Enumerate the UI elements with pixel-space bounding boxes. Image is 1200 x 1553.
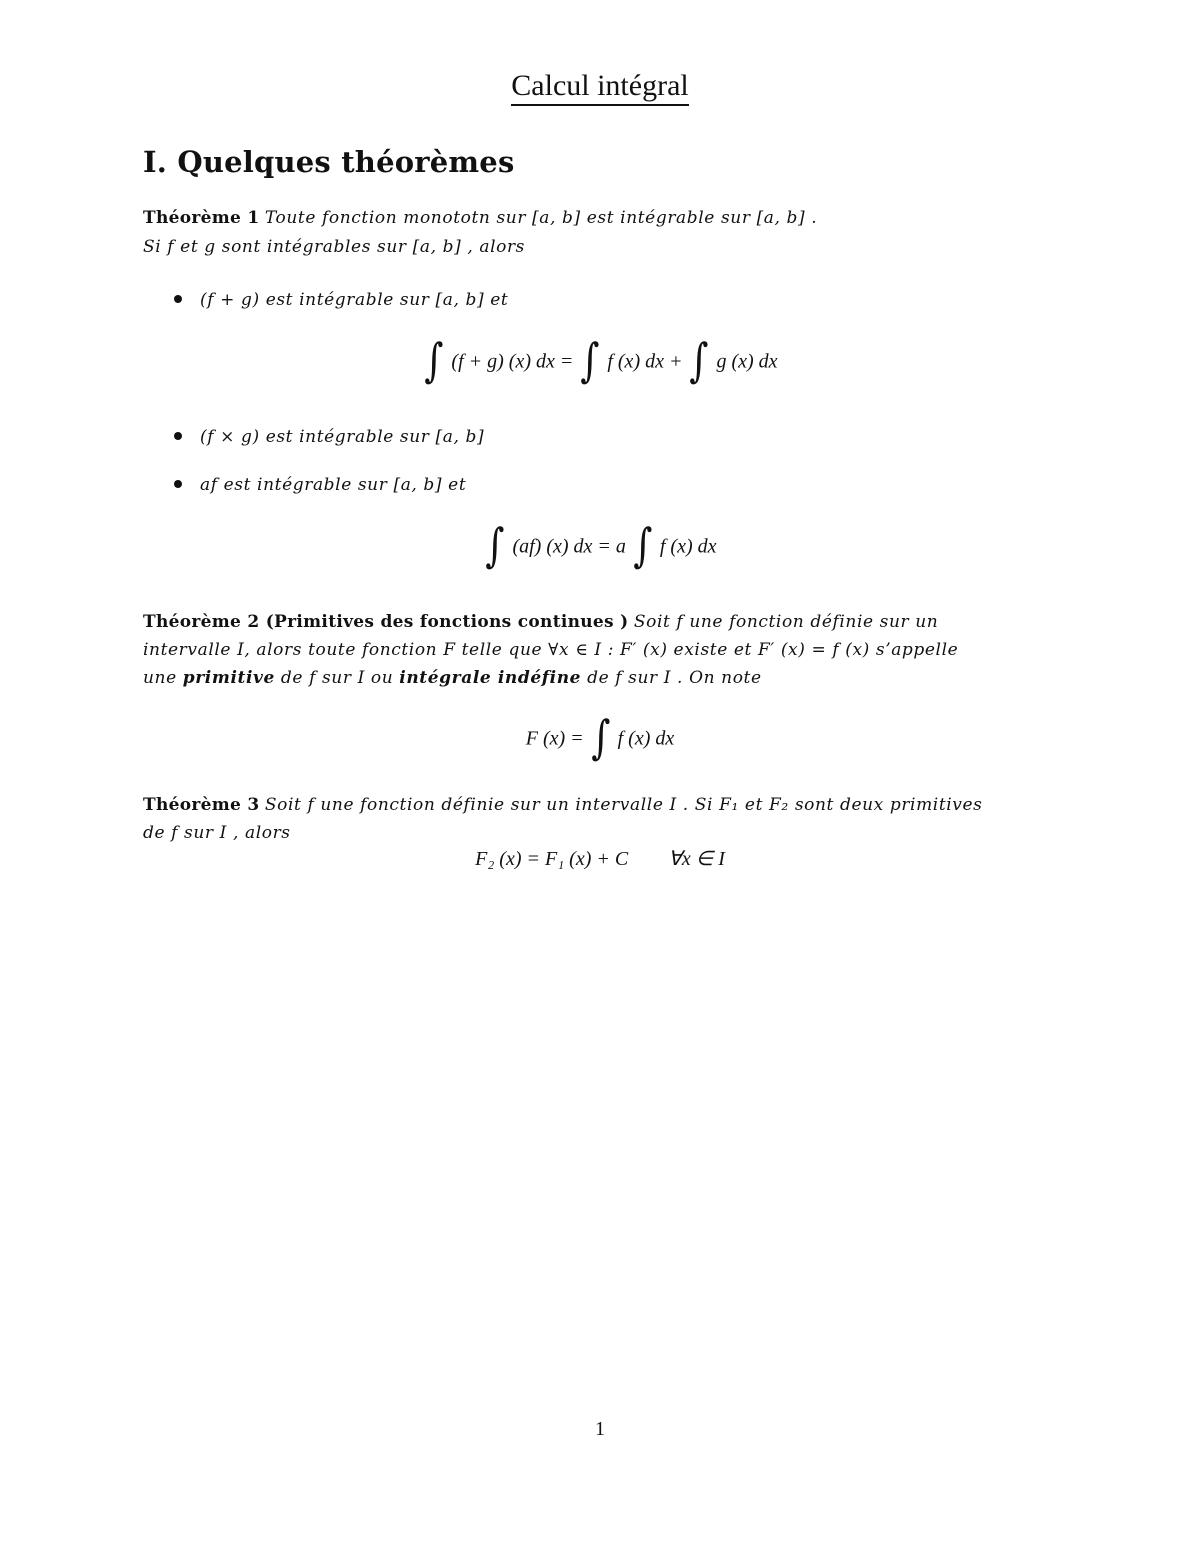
equation-scalar-integral: ∫ (af) (x) dx = a ∫ f (x) dx	[485, 518, 717, 572]
integral-icon: ∫	[424, 333, 445, 387]
integral-icon: ∫	[485, 518, 506, 572]
bullet-icon	[174, 432, 182, 440]
list-item: af est intégrable sur [a, b] et	[174, 471, 466, 499]
theorem-1-line-2: Si f et g sont intégrables sur [a, b] , alors	[143, 237, 525, 257]
integral-icon: ∫	[633, 518, 653, 572]
term-integrale-indefinie: intégrale indéfine	[399, 668, 582, 688]
theorem-1-line-1: Toute fonction monototn sur [a, b] est intégrable sur [a, b] .	[264, 208, 818, 228]
term-primitive: primitive	[182, 668, 275, 688]
bullet-icon	[174, 480, 182, 488]
list-item: (f × g) est intégrable sur [a, b]	[174, 423, 484, 451]
equation-primitives-constant: F₂ (x) = F₁ (x) + C ∀x ∈ I	[475, 848, 725, 870]
equation-sum-integral: ∫ (f + g) (x) dx = ∫ f (x) dx + ∫ g (x) dx	[424, 333, 778, 387]
theorem-3-label: Théorème 3	[143, 795, 260, 815]
integral-icon: ∫	[580, 333, 600, 387]
theorem-3-line-2: de f sur I , alors	[143, 823, 291, 843]
page-title: Calcul intégral	[0, 66, 1200, 106]
theorem-3-statement: Théorème 3 Soit f une fonction définie sur un intervalle I . Si F₁ et F₂ sont deux primitives	[143, 795, 983, 815]
integral-icon: ∫	[591, 710, 611, 764]
theorem-2-statement: Théorème 2 (Primitives des fonctions continues ) Soit f une fonction définie sur un	[143, 612, 939, 632]
theorem-2-label: Théorème 2 (Primitives des fonctions continues )	[143, 612, 629, 632]
theorem-2-line-3: une primitive de f sur I ou intégrale indéfine de f sur I . On note	[143, 668, 762, 688]
integral-icon: ∫	[689, 333, 710, 387]
equation-primitive-definition: F (x) = ∫ f (x) dx	[525, 710, 675, 764]
section-heading: I. Quelques théorèmes	[143, 145, 515, 179]
page-number: 1	[595, 1418, 605, 1440]
theorem-1-statement	[143, 204, 817, 232]
theorem-2-line-2: intervalle I, alors toute fonction F telle que ∀x ∈ I : F′ (x) existe et F′ (x) = f (x) s’appelle	[143, 640, 959, 660]
list-item: (f + g) est intégrable sur [a, b] et	[174, 286, 508, 314]
theorem-1-label: Théorème 1	[143, 208, 260, 228]
bullet-icon	[174, 295, 182, 303]
